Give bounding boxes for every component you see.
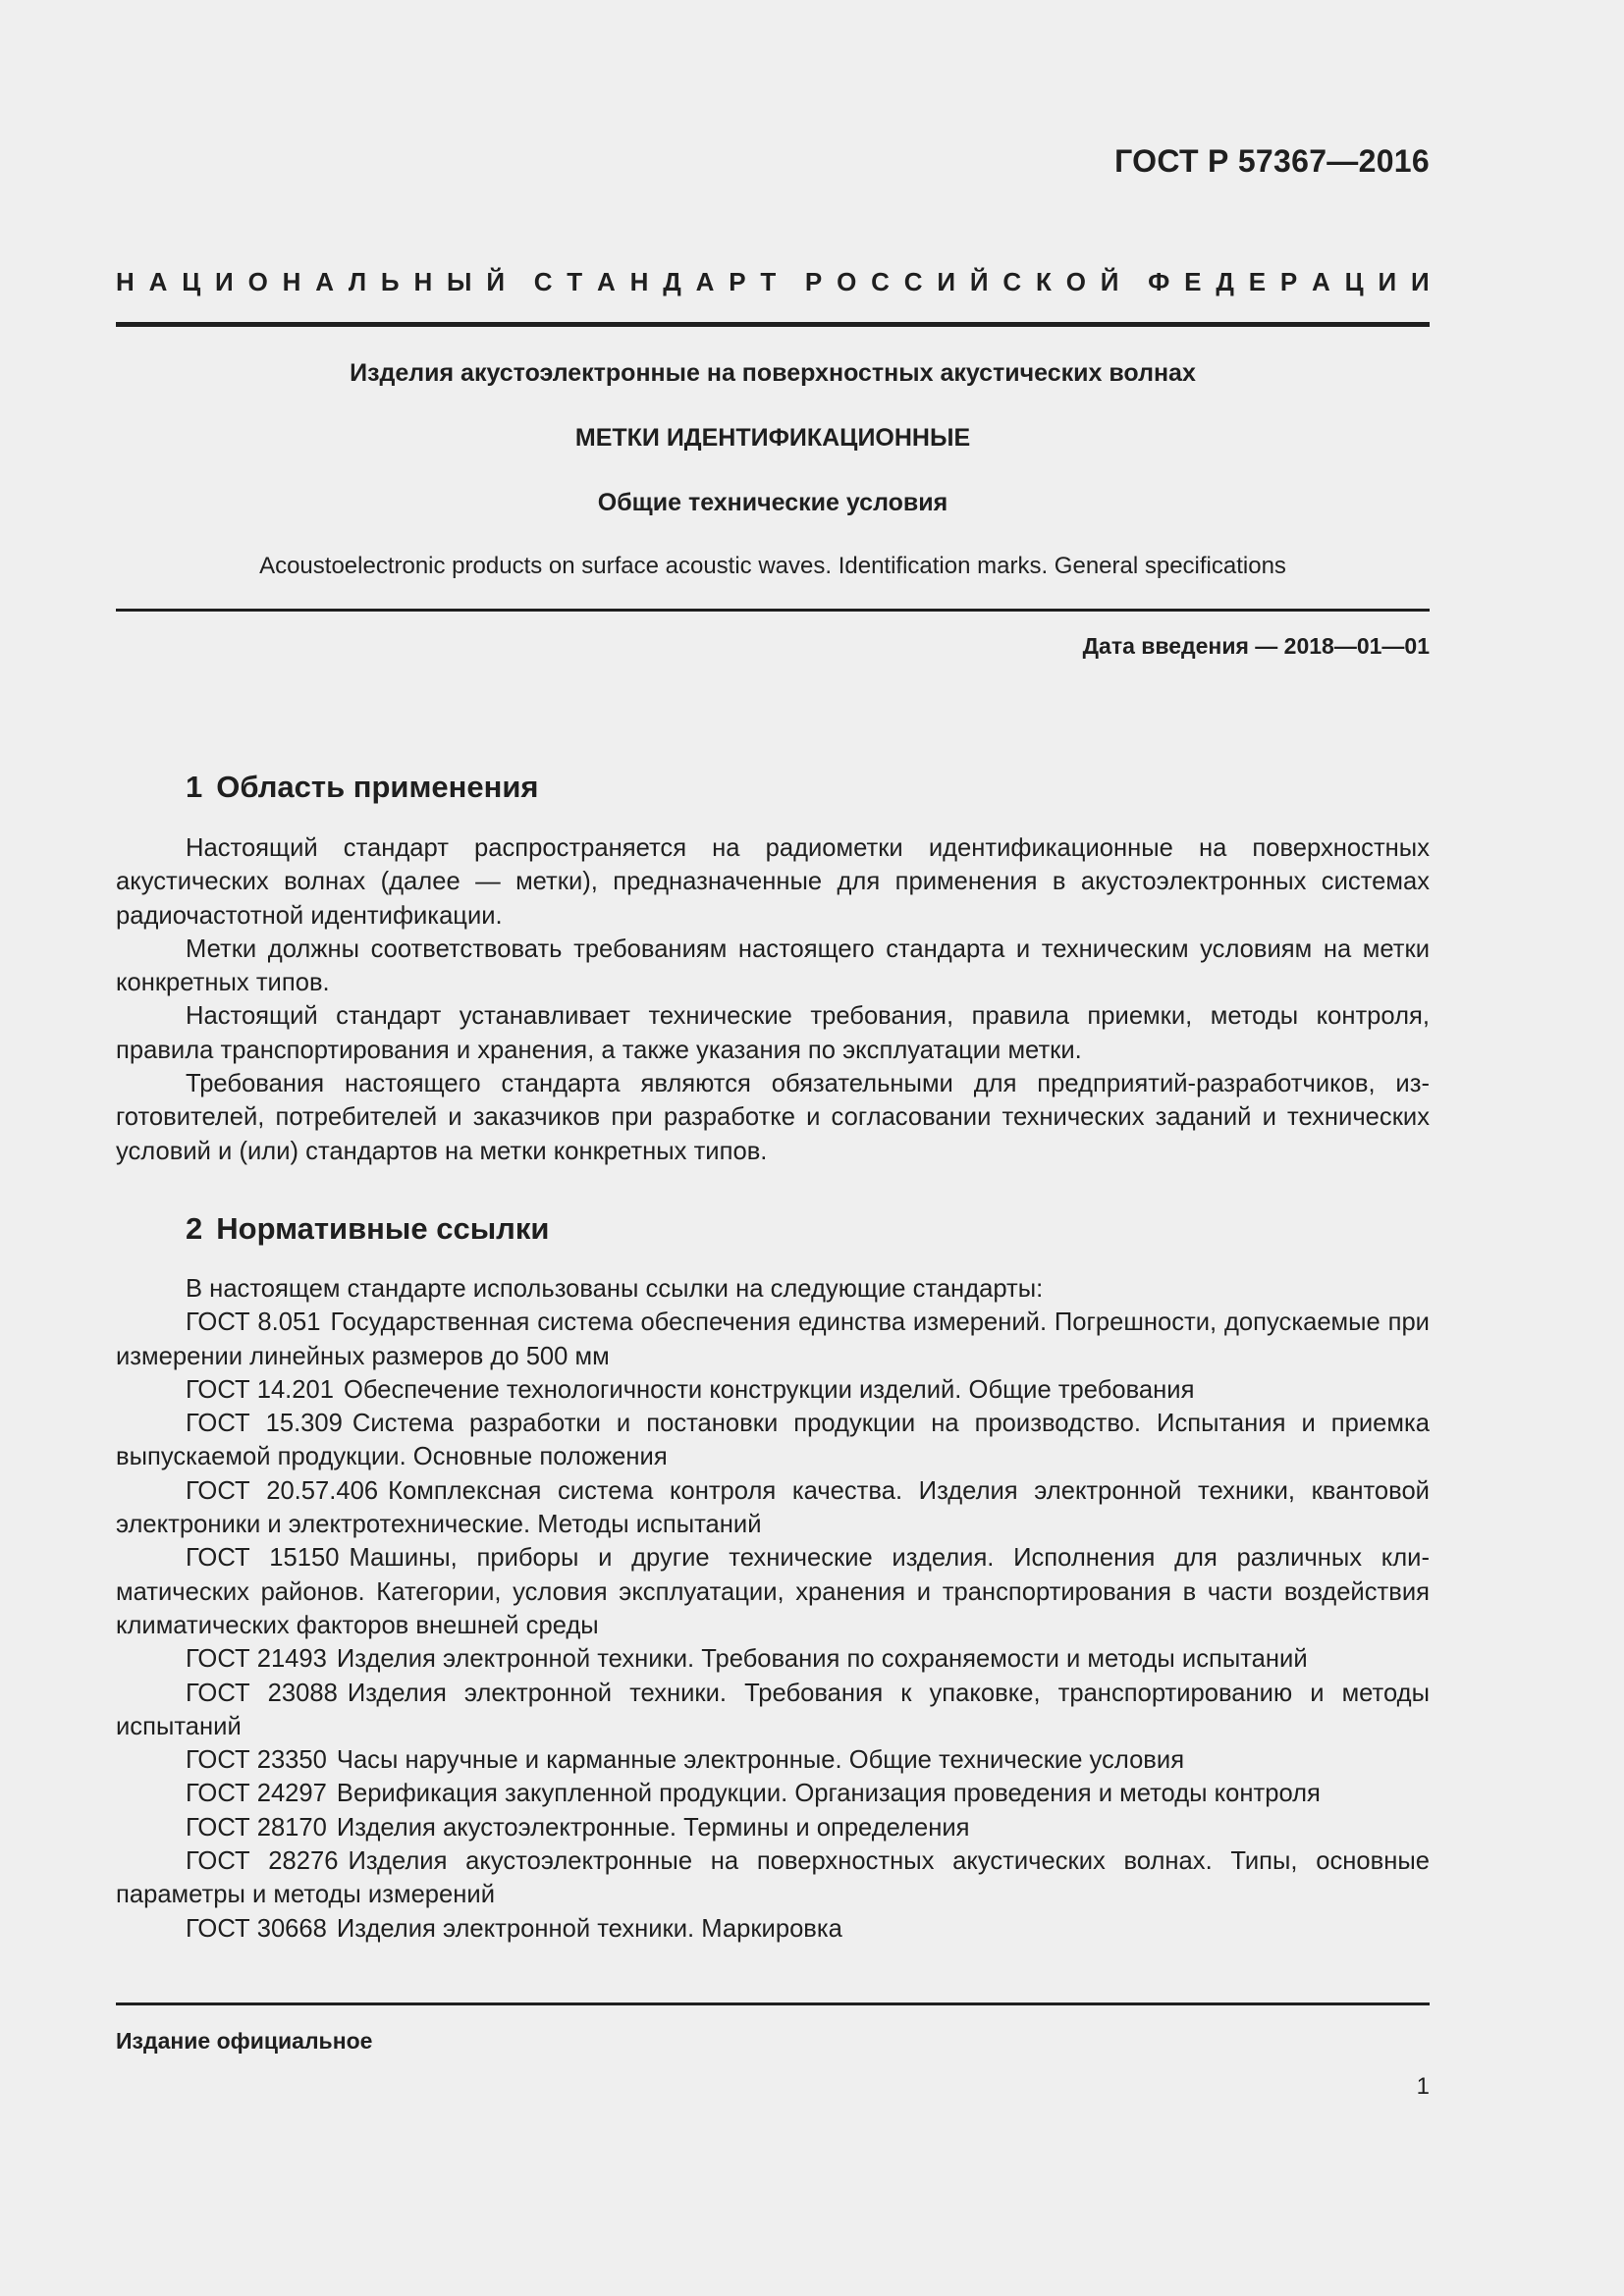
reference-code: ГОСТ 24297 xyxy=(186,1780,327,1808)
paragraph: Настоящий стандарт распространяется на радиометки идентификационные на поверхностных акустических волнах (далее — метки), предназначенные для применения в акустоэлектронных системах радиочастотной идентификации. xyxy=(116,834,1430,930)
reference-item xyxy=(116,1677,1430,1744)
reference-text: Машины, приборы и другие технические изделия. Исполнения для различных климатических районов. Категории, условия эксплуатации, хранения и транспортирования в части воздействия климатических факторов внешней среды xyxy=(116,1544,1430,1639)
national-letter: И xyxy=(937,267,956,296)
national-letter: Т xyxy=(567,267,583,296)
reference-text: Обеспечение технологичности конструкции изделий. Общие требования xyxy=(344,1375,1195,1404)
page-number: 1 xyxy=(1416,2073,1430,2100)
title-rule xyxy=(116,609,1430,612)
document-page xyxy=(116,0,1430,2296)
national-letter: С xyxy=(871,267,890,296)
reference-text: Изделия электронной техники. Маркировка xyxy=(336,1914,842,1943)
national-letter: Р xyxy=(1279,267,1298,296)
paragraph: Настоящий стандарт устанавливает технические требования, правила приемки, методы контроля, правила транспортирования и хранения, а также указания по эксплуатации метки. xyxy=(116,1002,1430,1064)
national-letter: И xyxy=(1410,267,1430,296)
document-title-caps: МЕТКИ ИДЕНТИФИКАЦИОННЫЕ xyxy=(574,424,971,452)
national-letter: А xyxy=(695,267,715,296)
reference-code: ГОСТ 15.309 xyxy=(186,1410,343,1438)
section-title: Область применения xyxy=(216,770,539,804)
reference-code: ГОСТ 15150 xyxy=(186,1544,340,1573)
header-rule xyxy=(116,322,1430,327)
national-letter: А xyxy=(315,267,335,296)
national-letter: Ь xyxy=(380,267,400,296)
section-1-body xyxy=(116,831,1430,1168)
national-letter: К xyxy=(1036,267,1052,296)
introduction-date: Дата введения — 2018—01—01 xyxy=(1082,633,1430,659)
national-letter: Р xyxy=(804,267,823,296)
document-subtitle: Общие технические условия xyxy=(597,489,948,516)
national-letter: Ц xyxy=(1344,267,1364,296)
national-letter: Л xyxy=(348,267,367,296)
reference-text: Часы наручные и карманные электронные. Общие технические условия xyxy=(336,1746,1185,1775)
national-letter: Т xyxy=(760,267,777,296)
reference-code: ГОСТ 28170 xyxy=(186,1813,327,1842)
national-letter: Н xyxy=(116,267,135,296)
reference-item xyxy=(116,1474,1430,1542)
section-number: 1 xyxy=(186,770,203,804)
section-1-heading xyxy=(186,770,539,805)
national-letter: Д xyxy=(1216,267,1234,296)
national-letter: Д xyxy=(663,267,681,296)
national-letter: Е xyxy=(1248,267,1267,296)
reference-text: Комплексная система контроля качества. Изделия электронной техники, квантовой электроники и электротехнические. Методы испытаний xyxy=(116,1476,1430,1539)
paragraph: Метки должны соответствовать требованиям настоящего стандарта и техническим условиям на метки конкретных типов. xyxy=(116,934,1430,997)
national-letter: Ф xyxy=(1148,267,1170,296)
national-letter: О xyxy=(837,267,857,296)
reference-text: Изделия электронной техники. Требования к упаковке, транспортированию и методы испытаний xyxy=(116,1679,1430,1740)
reference-code: ГОСТ 8.051 xyxy=(186,1308,321,1337)
section-2-body xyxy=(116,1272,1430,1946)
reference-code: ГОСТ 23350 xyxy=(186,1746,327,1775)
reference-text: Изделия электронной техники. Требования по сохраняемости и методы испытаний xyxy=(336,1645,1308,1674)
reference-text: Государственная система обеспечения единства измерений. Погрешности, допускаемые при измерении линейных размеров до 500 мм xyxy=(116,1308,1430,1370)
footer-rule xyxy=(116,2002,1430,2005)
reference-text: Изделия акустоэлектронные. Термины и определения xyxy=(336,1813,970,1842)
reference-item xyxy=(116,1373,1430,1407)
reference-item xyxy=(116,1844,1430,1912)
national-letter: Ы xyxy=(447,267,472,296)
national-letter: Р xyxy=(729,267,746,296)
national-letter: Н xyxy=(413,267,433,296)
national-letter: Н xyxy=(282,267,301,296)
document-title: Изделия акустоэлектронные на поверхностных акустических волнах xyxy=(350,359,1196,387)
reference-item xyxy=(116,1777,1430,1810)
reference-text: Изделия акустоэлектронные на поверхностных акустических волнах. Типы, основные параметры и методы измерений xyxy=(116,1847,1430,1909)
reference-item xyxy=(116,1811,1430,1844)
reference-code: ГОСТ 14.201 xyxy=(186,1375,334,1404)
national-letter: Й xyxy=(1100,267,1119,296)
reference-code: ГОСТ 30668 xyxy=(186,1914,327,1943)
edition-label: Издание официальное xyxy=(116,2028,373,2054)
national-letter: О xyxy=(247,267,268,296)
national-letter: А xyxy=(148,267,168,296)
national-letter: И xyxy=(1378,267,1397,296)
national-standard-heading xyxy=(116,267,1430,297)
national-letter: Е xyxy=(1184,267,1202,296)
national-letter: С xyxy=(1002,267,1022,296)
national-letter: А xyxy=(597,267,616,296)
reference-item xyxy=(116,1743,1430,1777)
section-2-heading xyxy=(186,1211,549,1247)
national-letter: С xyxy=(903,267,923,296)
reference-item xyxy=(116,1541,1430,1642)
section-number: 2 xyxy=(186,1211,203,1246)
reference-code: ГОСТ 21493 xyxy=(186,1645,327,1674)
paragraph: Требования настоящего стандарта являются обязательными для предприятий-разработчиков, изготовителей, потребителей и заказчиков при разработке и согласовании технических заданий и технических условий и (или) стандартов на метки конкретных типов. xyxy=(116,1070,1430,1165)
national-letter: Й xyxy=(969,267,989,296)
national-letter: О xyxy=(1065,267,1086,296)
national-letter: А xyxy=(1312,267,1330,296)
reference-item xyxy=(116,1407,1430,1474)
national-letter: Й xyxy=(486,267,506,296)
reference-text: Система разработки и постановки продукции на производство. Испытания и приемка выпускаемой продукции. Основные положения xyxy=(116,1410,1430,1471)
english-title: Acoustoelectronic products on surface acoustic waves. Identification marks. General specifications xyxy=(259,553,1286,579)
national-letter: Ц xyxy=(182,267,201,296)
standard-code: ГОСТ Р 57367—2016 xyxy=(1114,143,1430,179)
reference-code: ГОСТ 28276 xyxy=(186,1847,339,1876)
national-letter: И xyxy=(215,267,234,296)
national-letter: С xyxy=(533,267,553,296)
reference-item xyxy=(116,1306,1430,1373)
section-title: Нормативные ссылки xyxy=(216,1211,550,1246)
reference-text: Верификация закупленной продукции. Организация проведения и методы контроля xyxy=(336,1780,1321,1808)
reference-item xyxy=(116,1912,1430,1946)
paragraph: В настоящем стандарте использованы ссылки на следующие стандарты: xyxy=(186,1275,1044,1303)
national-letter: Н xyxy=(629,267,649,296)
reference-code: ГОСТ 20.57.406 xyxy=(186,1476,379,1505)
reference-code: ГОСТ 23088 xyxy=(186,1679,338,1707)
reference-item xyxy=(116,1642,1430,1676)
